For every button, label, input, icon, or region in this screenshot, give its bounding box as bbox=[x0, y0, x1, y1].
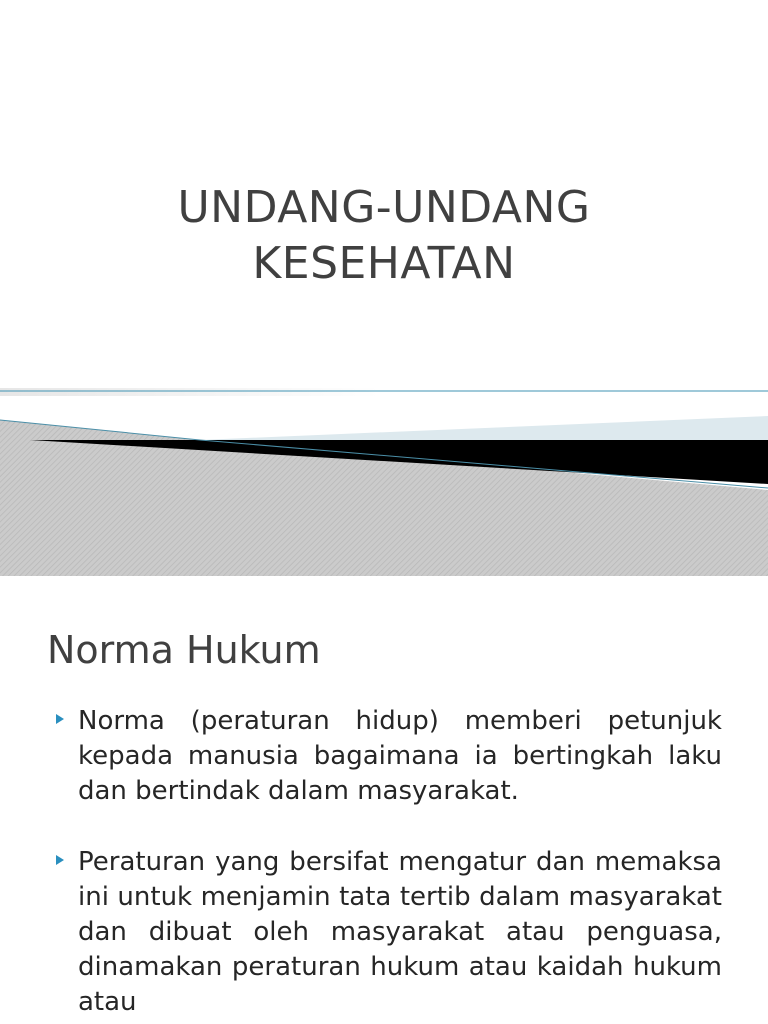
bullet-item bbox=[50, 704, 722, 809]
banner-top-fade bbox=[0, 388, 380, 396]
decorative-banner bbox=[0, 380, 768, 576]
triangle-bullet-icon bbox=[56, 714, 64, 724]
slide-title bbox=[0, 180, 768, 292]
bullet-text: Peraturan yang bersifat mengatur dan memaksa ini untuk menjamin tata tertib dalam masyarakat dan dibuat oleh masyarakat atau penguasa, dinamakan peraturan hukum atau kaidah hukum atau bbox=[78, 847, 722, 1017]
slide-title-line-2: KESEHATAN bbox=[252, 238, 516, 289]
slide-title-line-1: UNDANG-UNDANG bbox=[177, 182, 591, 233]
bullet-list bbox=[50, 704, 722, 1024]
slide-heading: Norma Hukum bbox=[47, 628, 321, 672]
triangle-bullet-icon bbox=[56, 855, 64, 865]
bullet-item bbox=[50, 845, 722, 1020]
bullet-text: Norma (peraturan hidup) memberi petunjuk kepada manusia bagaimana ia bertingkah laku dan bertindak dalam masyarakat. bbox=[78, 706, 722, 806]
content-slide bbox=[0, 576, 768, 1024]
